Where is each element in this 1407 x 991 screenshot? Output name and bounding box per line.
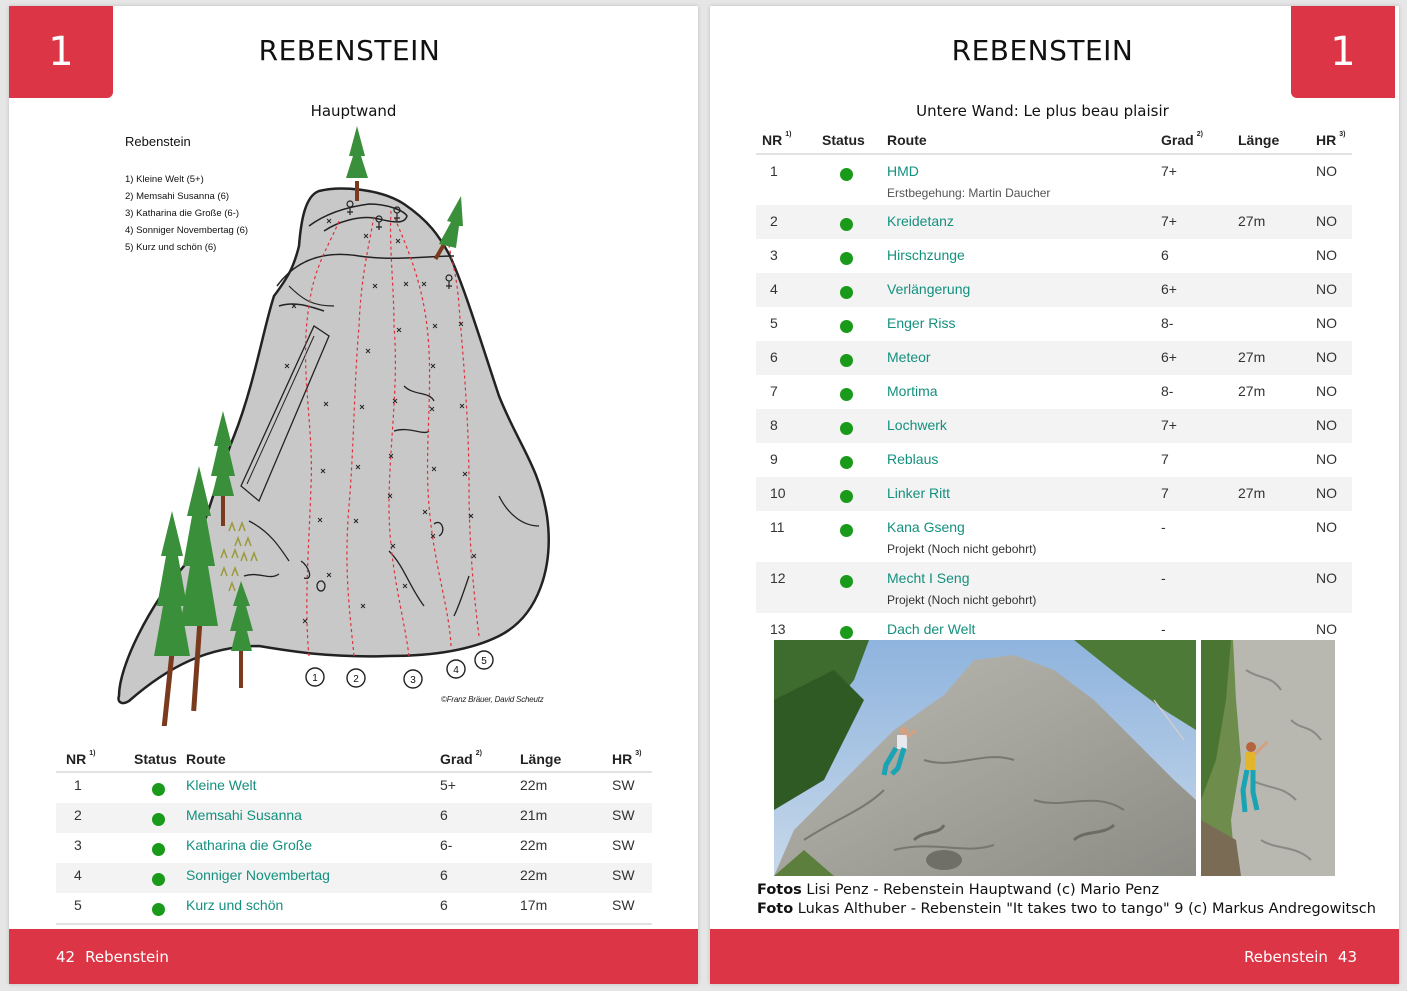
cell-route[interactable] [883,239,1157,273]
cell-laenge: 17m [516,893,608,924]
cell-grad: 8- [1161,315,1174,331]
route-marker-2 [347,669,365,687]
svg-text:1: 1 [312,673,318,684]
cell-hr: NO [1316,519,1337,535]
cell-grad: 6 [436,803,516,833]
table-row [756,409,1352,443]
cell-hr: NO [1316,247,1337,263]
page-footer [9,929,698,984]
legend-item: 4) Sonniger Novembertag (6) [125,225,249,236]
cell-nr: 11 [770,519,785,535]
route-link[interactable]: Enger Riss [887,315,956,331]
table-row [756,273,1352,307]
table-row [756,205,1352,239]
cell-route[interactable] [883,307,1157,341]
cell-route[interactable] [182,772,436,803]
chapter-tab: 1 [9,6,113,98]
photo-it-takes-two-to-tango [1201,640,1335,876]
cell-grad: - [1161,621,1166,637]
cell-hr: NO [1316,315,1337,331]
col-status: Status [122,746,182,772]
wall-caption: Untere Wand: Le plus beau plaisir [916,102,1169,120]
status-dot-icon [152,903,165,916]
cell-nr: 10 [756,477,818,511]
cell-status [818,409,883,443]
cell-laenge: 22m [520,777,548,793]
cell-laenge [1234,511,1312,562]
cell-route[interactable] [182,893,436,924]
cell-route[interactable] [182,863,436,893]
cell-nr: 9 [770,451,778,467]
photo-caption: Fotos Lisi Penz - Rebenstein Hauptwand (c) Mario Penz [757,882,1160,898]
cell-status [818,477,883,511]
col-laenge: Länge [516,746,608,772]
route-marker-5 [475,651,493,669]
route-link[interactable]: Lochwerk [887,417,947,433]
cell-hr: SW [612,777,635,793]
topo-legend [125,171,248,256]
cell-nr: 1 [74,777,82,793]
route-link[interactable]: Mortima [887,383,938,399]
cell-laenge: 27m [1238,383,1266,399]
route-table-hauptwand [56,746,652,925]
status-dot-icon [840,456,853,469]
page-footer [710,929,1399,984]
route-table-untere-wand [756,126,1352,664]
cell-hr: NO [1316,621,1337,637]
cell-status [122,863,182,893]
status-dot-icon [152,873,165,886]
status-dot-icon [840,575,853,588]
cell-route[interactable] [883,477,1157,511]
route-link[interactable]: Mecht I Seng [887,570,970,586]
cell-route[interactable] [883,409,1157,443]
cell-laenge: 27m [1234,341,1312,375]
cell-status [818,273,883,307]
route-link[interactable]: Kleine Welt [186,777,257,793]
status-dot-icon [840,286,853,299]
table-row [756,477,1352,511]
photo-caption: Foto Lukas Althuber - Rebenstein "It takes two to tango" 9 (c) Markus Andregowitsch [757,901,1376,917]
page-title: REBENSTEIN [258,34,441,67]
svg-text:3: 3 [410,675,416,686]
cell-laenge [1234,562,1312,613]
col-nr: NR $^{1)}$ [756,126,818,154]
route-note: Projekt (Noch nicht gebohrt) [887,542,1037,556]
cell-nr: 7 [770,383,778,399]
footer-label: Rebenstein [85,947,169,966]
photo-captions [757,881,1376,919]
cell-status [818,307,883,341]
route-link[interactable]: Verlängerung [887,281,971,297]
status-dot-icon [840,388,853,401]
cell-grad: 5+ [440,777,456,793]
col-status: Status [818,126,883,154]
table-row [756,154,1352,205]
cell-route[interactable] [883,511,1157,562]
photo-hauptwand [774,640,1196,876]
route-link[interactable]: Kana Gseng [887,519,965,535]
table-header-row [56,746,652,772]
cell-grad: 7+ [1157,409,1234,443]
cell-hr: SW [608,863,652,893]
cell-nr: 8 [756,409,818,443]
cell-grad: - [1161,519,1166,535]
cell-nr: 6 [756,341,818,375]
cell-grad: 7 [1161,451,1169,467]
table-row [756,375,1352,409]
cell-nr: 2 [756,205,818,239]
cell-grad: 8- [1161,383,1174,399]
route-link[interactable]: Memsahi Susanna [186,807,302,823]
route-link[interactable]: Reblaus [887,451,939,467]
status-dot-icon [152,813,165,826]
table-row [756,239,1352,273]
route-marker-1 [306,668,324,686]
legend-item: 5) Kurz und schön (6) [125,242,217,253]
cell-laenge [1234,409,1312,443]
cell-grad: 7+ [1161,163,1177,179]
cell-hr: NO [1312,273,1352,307]
cell-status [818,375,883,409]
cell-grad: 6+ [1157,341,1234,375]
cell-grad: - [1157,562,1234,613]
cell-laenge: 21m [516,803,608,833]
status-dot-icon [840,252,853,265]
svg-text:4: 4 [453,665,459,676]
route-link[interactable]: Linker Ritt [887,485,951,501]
route-link[interactable]: Katharina die Große [186,837,313,853]
cell-route[interactable] [883,443,1157,477]
col-nr: NR $^{1)}$ [56,746,122,772]
cell-status [122,803,182,833]
cell-laenge: 22m [520,837,548,853]
cell-status [818,205,883,239]
cell-status [122,772,182,803]
table-row [56,803,652,833]
route-link[interactable]: Kreidetanz [887,213,954,229]
col-hr: HR $^{3)}$ [1312,126,1352,154]
cell-grad: 6 [1161,247,1169,263]
table-row [756,562,1352,613]
page-right [710,6,1399,984]
route-link[interactable]: Dach der Welt [887,621,976,637]
cell-status [818,562,883,613]
table-row [56,833,652,863]
cell-status [818,154,883,205]
col-grad: Grad $^{2)}$ [436,746,516,772]
cell-nr: 5 [56,893,122,924]
table-row [56,772,652,803]
legend-item: 3) Katharina die Große (6-) [125,208,240,219]
cell-nr: 4 [756,273,818,307]
status-dot-icon [840,626,853,639]
cell-status [818,511,883,562]
col-laenge: Länge [1234,126,1312,154]
cell-hr: NO [1316,163,1337,179]
cell-hr: SW [612,837,635,853]
cell-nr: 1 [770,163,778,179]
table-header-row [756,126,1352,154]
cell-status [122,833,182,863]
cell-hr: NO [1312,205,1352,239]
page-number: 43 [1337,947,1357,966]
cell-nr: 13 [770,621,786,637]
topo-copyright: ©Franz Bräuer, David Scheutz [441,695,544,704]
svg-text:2: 2 [353,674,359,685]
page-left [9,6,698,984]
cell-laenge [1234,443,1312,477]
cell-hr: SW [608,803,652,833]
chapter-tab: 1 [1291,6,1395,98]
cell-status [818,341,883,375]
col-hr: HR $^{3)}$ [608,746,652,772]
status-dot-icon [152,783,165,796]
status-dot-icon [840,320,853,333]
cell-route[interactable] [883,205,1157,239]
wall-caption: Hauptwand [310,102,397,120]
cell-nr: 4 [56,863,122,893]
cell-grad: 6 [436,863,516,893]
route-link[interactable]: HMD [887,163,919,179]
cell-laenge [1234,239,1312,273]
cell-laenge: 27m [1234,477,1312,511]
cell-grad: 7+ [1157,205,1234,239]
cell-hr: NO [1312,562,1352,613]
route-link[interactable]: Kurz und schön [186,897,284,913]
cell-route[interactable] [883,341,1157,375]
cell-hr: SW [608,893,652,924]
cell-route[interactable] [883,562,1157,613]
cell-grad: 7 [1157,477,1234,511]
cell-grad: 6- [440,837,453,853]
cell-grad: 6 [436,893,516,924]
cell-nr: 12 [756,562,818,613]
cell-laenge [1234,307,1312,341]
cell-grad: 6+ [1157,273,1234,307]
cell-route[interactable] [883,273,1157,307]
status-dot-icon [840,524,853,537]
status-dot-icon [840,422,853,435]
topo-legend-title: Rebenstein [125,134,191,149]
cell-nr: 3 [74,837,82,853]
route-link[interactable]: Hirschzunge [887,247,965,263]
cell-hr: NO [1312,477,1352,511]
cell-hr: NO [1316,383,1337,399]
cell-nr: 5 [770,315,778,331]
status-dot-icon [840,354,853,367]
status-dot-icon [840,218,853,231]
cell-route[interactable] [883,375,1157,409]
cell-hr: NO [1312,409,1352,443]
table-row [56,863,652,893]
cell-status [818,239,883,273]
col-route: Route [883,126,1157,154]
cell-laenge: 27m [1234,205,1312,239]
cell-nr: 2 [56,803,122,833]
cell-laenge: 22m [516,863,608,893]
route-link[interactable]: Sonniger Novembertag [186,867,330,883]
cell-status [818,443,883,477]
status-dot-icon [840,168,853,181]
cell-laenge [1234,154,1312,205]
cell-route[interactable] [182,833,436,863]
route-marker-4 [447,660,465,678]
table-row [756,511,1352,562]
table-row [756,341,1352,375]
table-row [56,893,652,924]
cell-hr: NO [1316,451,1337,467]
cell-route[interactable] [182,803,436,833]
legend-item: 2) Memsahi Susanna (6) [125,191,230,202]
col-route: Route [182,746,436,772]
table-row [756,443,1352,477]
route-note: Projekt (Noch nicht gebohrt) [887,593,1037,607]
cell-hr: NO [1312,341,1352,375]
cell-laenge [1234,273,1312,307]
cell-route[interactable] [883,154,1157,205]
page-number: 42 [56,947,76,966]
cell-status [122,893,182,924]
route-link[interactable]: Meteor [887,349,931,365]
svg-text:5: 5 [481,656,487,667]
footer-label: Rebenstein [1244,947,1328,966]
cell-nr: 3 [770,247,778,263]
page-title: REBENSTEIN [951,34,1134,67]
route-note: Erstbegehung: Martin Daucher [887,186,1051,200]
status-dot-icon [152,843,165,856]
status-dot-icon [840,490,853,503]
table-row [756,307,1352,341]
route-marker-3 [404,670,422,688]
legend-item: 1) Kleine Welt (5+) [125,174,204,185]
col-grad: Grad $^{2)}$ [1157,126,1234,154]
